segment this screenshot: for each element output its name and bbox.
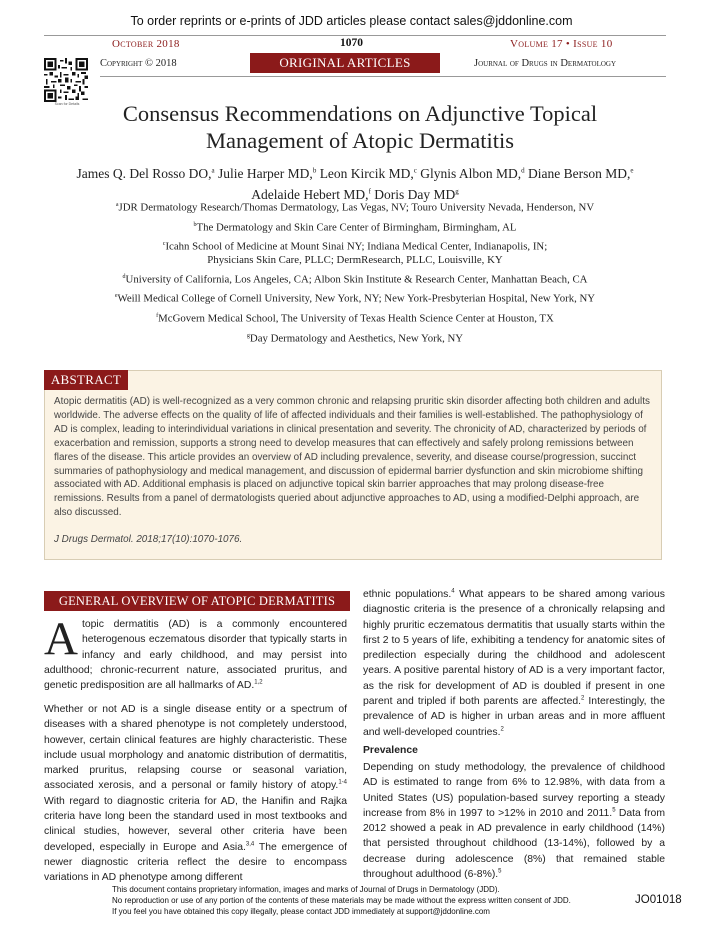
body-paragraph: Depending on study methodology, the prevalence of childhood AD is estimated to range from 6% to 12.98%, with data from a United States (US) population-based survey reporting a steady increase from 8% in 1997 to >12% in 2010 and 2011.$^5$ Data from 2012 showed a peak in AD prevalence in early childhood (14%) that persisted throughout childhood (13-14%), followed by a decrease during adolescence (8%) that remained stable throughout adulthood (6-8%).$^5$	[363, 762, 665, 881]
journal-name: Journal of Drugs in Dermatology	[474, 58, 617, 69]
affiliation: $^c$Icahn School of Medicine at Mount Sinai NY; Indiana Medical Center, Indianapolis, IN; Physicians Skin Care, PLLC; DermResearch, PLLC, Louisville, KY	[162, 240, 548, 266]
title-line: Consensus Recommendations on Adjunctive Topical	[122, 101, 598, 126]
issue-date: October 2018	[112, 38, 180, 50]
footer-line: No reproduction or use of any portion of the contents of these materials may be made without the express written consent of JDD.	[112, 896, 571, 905]
author-list	[40, 161, 670, 204]
affiliation: $^d$University of California, Los Angeles, CA; Albon Skin Institute & Research Center, Manhattan Beach, CA	[122, 273, 588, 286]
abstract-heading: ABSTRACT	[44, 370, 128, 390]
abstract-citation: J Drugs Dermatol. 2018;17(10):1070-1076.	[54, 534, 243, 545]
page-number: 1070	[340, 37, 363, 49]
section-label: ORIGINAL ARTICLES	[250, 53, 440, 73]
footer-line: If you feel you have obtained this copy illegally, please contact JDD immediately at support@jddonline.com	[112, 907, 490, 916]
affiliation-list	[40, 199, 670, 349]
copyright: Copyright © 2018	[100, 58, 177, 69]
author: Glynis Albon MD,$^d$	[420, 165, 525, 181]
header-underline	[100, 76, 666, 77]
header-rule	[44, 35, 666, 36]
author: Doris Day $MD^g$	[374, 187, 459, 202]
volume-issue	[510, 38, 613, 50]
body-paragraph: Whether or not AD is a single disease entity or a spectrum of diseases with a shared phenotype is not completely understood, however, certain clinical features are highly characteristic. These include usual morphology and anatomic distribution of dermatitis, marked pruritus, relapsing course or seasonal variation, associated xerosis, and a personal or family history of atopy.$^{1-4}$ With regard to diagnostic criteria for AD, the Hanifin and Rajka criteria have long been the standard used in most textbooks and clinical studies, however, several other criteria have been developed, especially in Europe and Asia.$^{3,4}$ The emergence of newer diagnostic criteria reflect the desire to encompass variations in AD phenotype among different	[44, 704, 348, 884]
section-heading: GENERAL OVERVIEW OF ATOPIC DERMATITIS	[44, 591, 350, 611]
reprint-notice: To order reprints or e-prints of JDD articles please contact sales@jddonline.com	[130, 14, 573, 28]
affiliation: $^b$The Dermatology and Skin Care Center of Birmingham, Birmingham, AL	[193, 221, 517, 234]
body-paragraph: A topic dermatitis (AD) is a commonly encountered heterogenous eczematous disorder that typically starts in infancy and early childhood, and may persist into adulthood; chronic-recurrent nature, associated pruritus, and genetic predisposition are all hallmarks of AD.$^{1,2}$	[44, 613, 347, 692]
author: Adelaide Hebert MD,$^f$	[251, 187, 371, 202]
volume: Volume 17	[510, 38, 563, 50]
author: Julie Harper MD,$^b$	[217, 165, 317, 181]
qr-code-icon[interactable]	[44, 58, 88, 102]
article-title	[60, 100, 660, 154]
author: Diane Berson MD,$^e$	[528, 165, 634, 181]
abstract-text: Atopic dermatitis (AD) is well-recognized as a very common chronic and relapsing pruritic skin disorder affecting both children and adults worldwide. The adverse effects on the quality of life of affected individuals and their families is well-established. The pathophysiology of AD is complex, leading to interindividual variations in clinical presentation and severity. The chronicity of AD, characterized by periods of exacerbation and remission, supports a strong need to develop measures that can effectively and safely prolong remissions between flares of the disease. This article provides an overview of AD including prevalence, severity, and disease course/progression, succinct summaries of pathophysiology and medical management, and discussion of epidermal barrier dysfunction and skin microbiome shifting associated with AD. Additional emphasis is placed on adjunctive topical skin barrier approaches that may prolong disease-free remissions. Results from a panel of dermatologists queried about adjunctive approaches to AD, using a modified-Delphi approach, are also discussed.	[54, 396, 650, 519]
body-paragraph: ethnic populations.$^4$ What appears to be shared among various diagnostic criteria is the presence of a chronically relapsing and highly pruritic eczematous dermatitis that usually starts within the first 2 to 5 years of life, exhibiting a tendency for anatomic sites of predilection especially during the childhood and adolescent years. A positive parental history of AD is a very important factor, as the risk for development of AD is doubled if present in one parent and tripled if both parents are affected.$^2$ Interestingly, the prevalence of AD is higher in urban areas and in more affluent and well-developed countries.$^2$	[363, 588, 666, 738]
title-line: Management of Atopic Dermatitis	[205, 128, 515, 153]
volume-separator: •	[565, 38, 571, 50]
footer-line: This document contains proprietary information, images and marks of Journal of Drugs in Dermatology (JDD).	[112, 885, 500, 894]
qr-caption: Scan for Details	[54, 102, 80, 106]
footer-disclaimer	[112, 884, 571, 917]
author: Leon Kircik MD,$^c$	[319, 165, 417, 181]
affiliation: $^g$Day Dermatology and Aesthetics, New York, NY	[246, 332, 464, 345]
drop-cap: A	[44, 613, 78, 665]
affiliation: $^f$McGovern Medical School, The University of Texas Health Science Center at Houston, TX	[156, 312, 554, 325]
document-code: JO01018	[635, 894, 682, 906]
author: James Q. Del Rosso DO,$^a$	[76, 165, 215, 181]
subsection-heading: Prevalence	[363, 745, 418, 756]
affiliation: $^a$JDR Dermatology Research/Thomas Dermatology, Las Vegas, NV; Touro University Nevada, Henderson, NV	[115, 201, 595, 214]
affiliation: $^e$Weill Medical College of Cornell University, New York, NY; New York-Presbyterian Hospital, New York, NY	[114, 292, 596, 305]
issue: Issue 10	[573, 38, 613, 50]
